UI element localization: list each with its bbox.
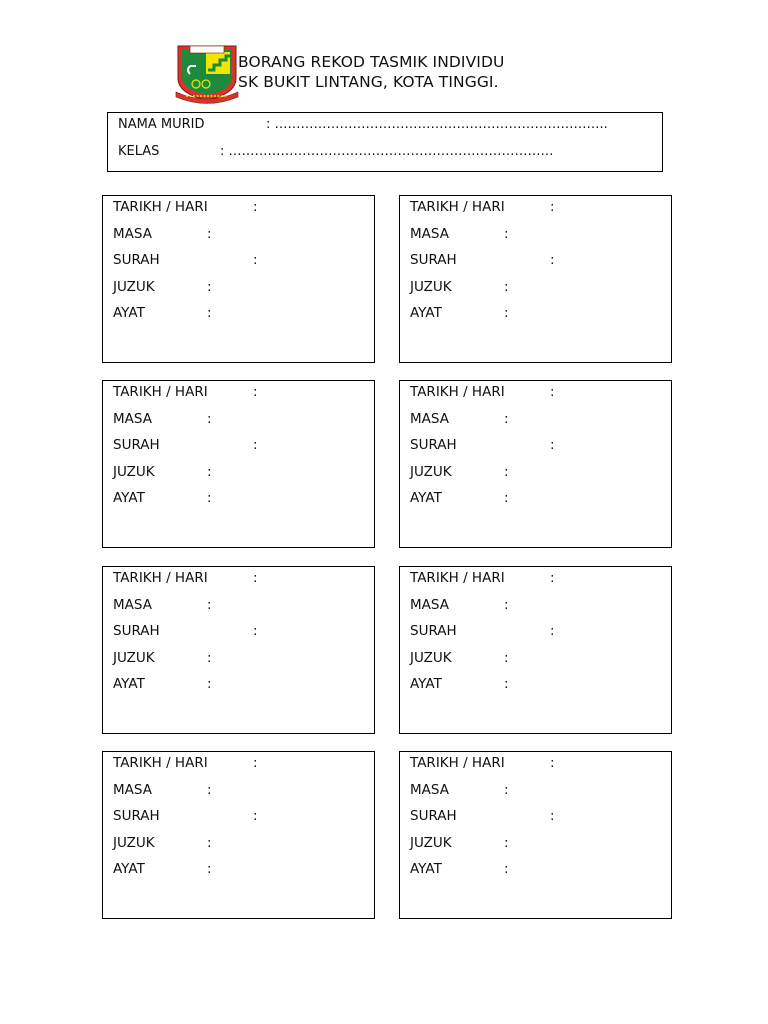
- ayat-field[interactable]: [410, 861, 660, 879]
- surah-colon: :: [253, 808, 258, 825]
- time-label: MASA: [410, 596, 449, 613]
- time-label: MASA: [113, 781, 152, 798]
- surah-field[interactable]: [113, 252, 363, 270]
- surah-field[interactable]: [410, 623, 660, 641]
- surah-colon: :: [550, 808, 555, 825]
- date-colon: :: [253, 755, 258, 771]
- ayat-colon: :: [504, 861, 509, 878]
- student-info-box: [107, 112, 663, 172]
- time-field[interactable]: [113, 411, 363, 429]
- juzuk-field[interactable]: [113, 279, 363, 297]
- ayat-colon: :: [207, 305, 212, 322]
- juzuk-label: JUZUK: [410, 463, 452, 480]
- time-field[interactable]: [410, 597, 660, 615]
- surah-colon: :: [253, 252, 258, 269]
- date-label: TARIKH / HARI: [410, 570, 505, 586]
- time-label: MASA: [410, 781, 449, 798]
- date-field[interactable]: [410, 199, 660, 217]
- juzuk-label: JUZUK: [410, 278, 452, 295]
- record-card-2: [399, 195, 672, 363]
- date-label: TARIKH / HARI: [410, 384, 505, 400]
- date-field[interactable]: [410, 755, 660, 773]
- juzuk-label: JUZUK: [113, 834, 155, 851]
- date-field[interactable]: [113, 570, 363, 588]
- form-title: [238, 52, 504, 92]
- ayat-colon: :: [207, 490, 212, 507]
- record-card-4: [399, 380, 672, 548]
- juzuk-label: JUZUK: [410, 649, 452, 666]
- record-card-5: [102, 566, 375, 734]
- time-colon: :: [504, 596, 509, 613]
- ayat-field[interactable]: [113, 305, 363, 323]
- student-class-field[interactable]: : …………………………………………………………………: [220, 144, 554, 159]
- time-label: MASA: [113, 410, 152, 427]
- ayat-label: AYAT: [410, 676, 442, 693]
- surah-colon: :: [253, 623, 258, 640]
- ayat-label: AYAT: [113, 676, 145, 693]
- juzuk-field[interactable]: [410, 279, 660, 297]
- juzuk-label: JUZUK: [113, 278, 155, 295]
- juzuk-colon: :: [207, 278, 212, 295]
- ayat-field[interactable]: [113, 861, 363, 879]
- surah-label: SURAH: [113, 252, 160, 269]
- time-colon: :: [504, 225, 509, 242]
- ayat-colon: :: [207, 861, 212, 878]
- school-crest-logo: [172, 42, 242, 104]
- ayat-colon: :: [504, 676, 509, 693]
- ayat-label: AYAT: [113, 490, 145, 507]
- date-colon: :: [550, 384, 555, 400]
- time-colon: :: [504, 410, 509, 427]
- ayat-field[interactable]: [410, 305, 660, 323]
- date-field[interactable]: [113, 384, 363, 402]
- juzuk-field[interactable]: [113, 464, 363, 482]
- surah-field[interactable]: [113, 623, 363, 641]
- time-colon: :: [207, 410, 212, 427]
- time-colon: :: [207, 781, 212, 798]
- surah-label: SURAH: [410, 808, 457, 825]
- surah-field[interactable]: [410, 252, 660, 270]
- juzuk-field[interactable]: [410, 464, 660, 482]
- date-field[interactable]: [113, 199, 363, 217]
- surah-field[interactable]: [410, 437, 660, 455]
- date-label: TARIKH / HARI: [410, 199, 505, 215]
- ayat-colon: :: [207, 676, 212, 693]
- time-field[interactable]: [410, 411, 660, 429]
- date-label: TARIKH / HARI: [113, 199, 208, 215]
- surah-label: SURAH: [410, 623, 457, 640]
- surah-label: SURAH: [113, 623, 160, 640]
- time-field[interactable]: [113, 782, 363, 800]
- juzuk-label: JUZUK: [410, 834, 452, 851]
- surah-colon: :: [550, 623, 555, 640]
- time-colon: :: [207, 596, 212, 613]
- record-card-6: [399, 566, 672, 734]
- juzuk-colon: :: [207, 649, 212, 666]
- juzuk-colon: :: [504, 834, 509, 851]
- time-colon: :: [504, 781, 509, 798]
- ayat-field[interactable]: [113, 490, 363, 508]
- surah-label: SURAH: [113, 437, 160, 454]
- date-label: TARIKH / HARI: [113, 384, 208, 400]
- juzuk-colon: :: [207, 463, 212, 480]
- student-name-label: NAMA MURID: [118, 117, 205, 132]
- record-card-3: [102, 380, 375, 548]
- surah-field[interactable]: [113, 437, 363, 455]
- juzuk-label: JUZUK: [113, 463, 155, 480]
- date-colon: :: [253, 384, 258, 400]
- surah-label: SURAH: [410, 437, 457, 454]
- date-colon: :: [550, 755, 555, 771]
- date-label: TARIKH / HARI: [113, 570, 208, 586]
- juzuk-field[interactable]: [410, 650, 660, 668]
- time-field[interactable]: [410, 782, 660, 800]
- time-field[interactable]: [113, 226, 363, 244]
- surah-colon: :: [550, 252, 555, 269]
- juzuk-colon: :: [504, 463, 509, 480]
- time-field[interactable]: [113, 597, 363, 615]
- date-colon: :: [253, 570, 258, 586]
- juzuk-field[interactable]: [410, 835, 660, 853]
- ayat-label: AYAT: [410, 305, 442, 322]
- time-label: MASA: [410, 410, 449, 427]
- ayat-label: AYAT: [410, 490, 442, 507]
- juzuk-label: JUZUK: [113, 649, 155, 666]
- ayat-colon: :: [504, 305, 509, 322]
- date-field[interactable]: [113, 755, 363, 773]
- date-colon: :: [253, 199, 258, 215]
- juzuk-field[interactable]: [113, 835, 363, 853]
- surah-label: SURAH: [410, 252, 457, 269]
- date-colon: :: [550, 570, 555, 586]
- time-label: MASA: [410, 225, 449, 242]
- date-label: TARIKH / HARI: [410, 755, 505, 771]
- time-label: MASA: [113, 225, 152, 242]
- surah-colon: :: [253, 437, 258, 454]
- juzuk-colon: :: [207, 834, 212, 851]
- record-card-8: [399, 751, 672, 919]
- form-title-line2: SK BUKIT LINTANG, KOTA TINGGI.: [238, 73, 499, 91]
- date-field[interactable]: [410, 384, 660, 402]
- ayat-colon: :: [504, 490, 509, 507]
- juzuk-colon: :: [504, 278, 509, 295]
- surah-field[interactable]: [113, 808, 363, 826]
- time-label: MASA: [113, 596, 152, 613]
- time-field[interactable]: [410, 226, 660, 244]
- surah-label: SURAH: [113, 808, 160, 825]
- record-card-1: [102, 195, 375, 363]
- surah-field[interactable]: [410, 808, 660, 826]
- ayat-field[interactable]: [113, 676, 363, 694]
- time-colon: :: [207, 225, 212, 242]
- ayat-label: AYAT: [410, 861, 442, 878]
- juzuk-field[interactable]: [113, 650, 363, 668]
- date-label: TARIKH / HARI: [113, 755, 208, 771]
- form-title-line1: BORANG REKOD TASMIK INDIVIDU: [238, 53, 505, 71]
- student-name-field[interactable]: : …………………………………………………………………..: [266, 117, 608, 132]
- surah-colon: :: [550, 437, 555, 454]
- record-card-7: [102, 751, 375, 919]
- ayat-field[interactable]: [410, 676, 660, 694]
- ayat-field[interactable]: [410, 490, 660, 508]
- ayat-label: AYAT: [113, 305, 145, 322]
- student-class-label: KELAS: [118, 144, 160, 159]
- date-colon: :: [550, 199, 555, 215]
- ayat-label: AYAT: [113, 861, 145, 878]
- juzuk-colon: :: [504, 649, 509, 666]
- date-field[interactable]: [410, 570, 660, 588]
